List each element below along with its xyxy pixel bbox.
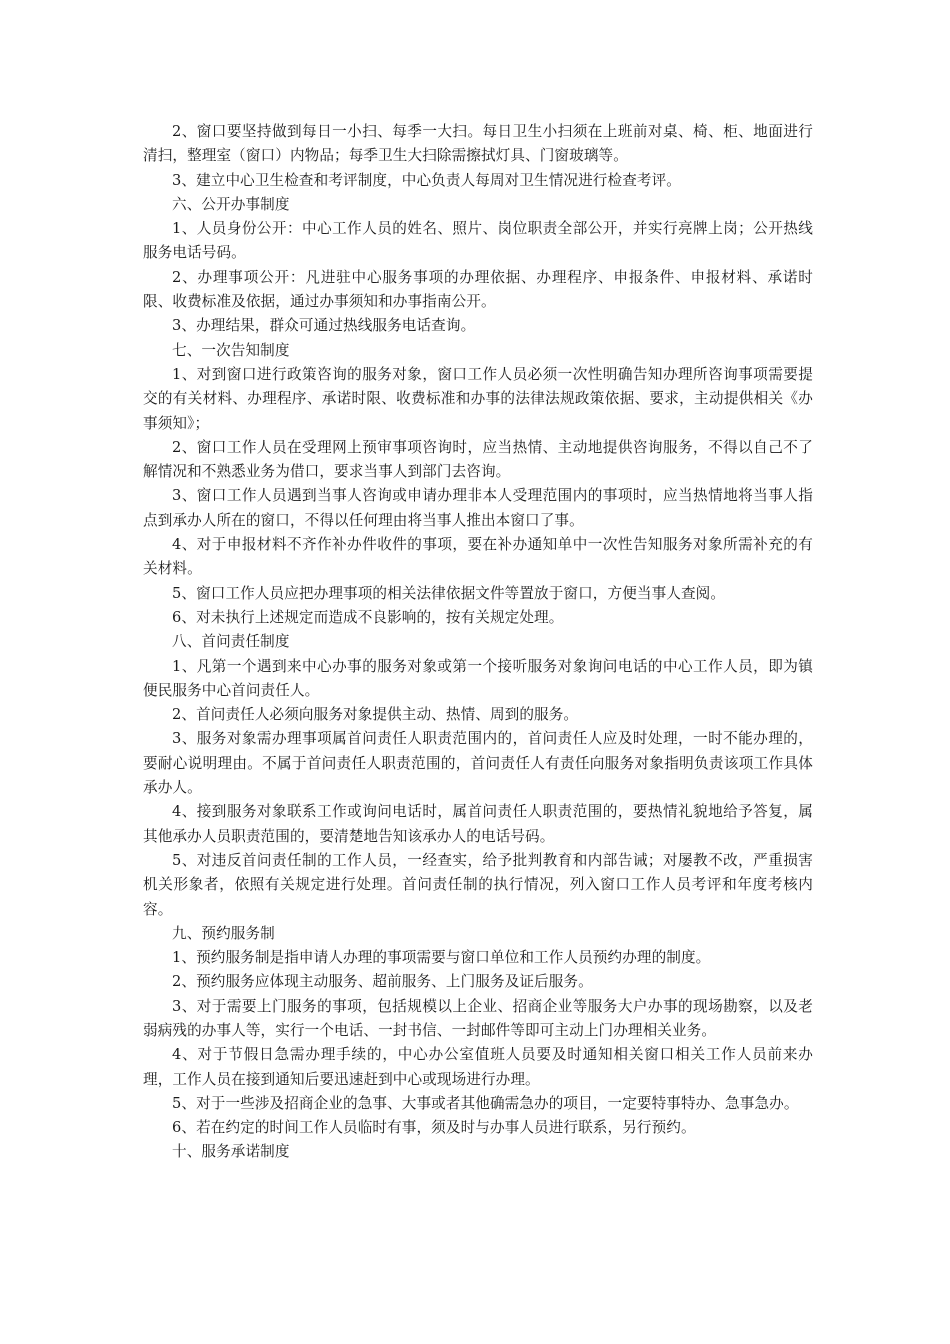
paragraph: 1、凡第一个遇到来中心办事的服务对象或第一个接听服务对象询问电话的中心工作人员，即为镇便民服务中心首问责任人。: [143, 657, 813, 699]
paragraph: 2、窗口要坚持做到每日一小扫、每季一大扫。每日卫生小扫须在上班前对桌、椅、柜、地面进行清扫，整理室（窗口）内物品；每季卫生大扫除需擦拭灯具、门窗玻璃等。: [143, 123, 813, 165]
paragraph: 1、人员身份公开：中心工作人员的姓名、照片、岗位职责全部公开，并实行亮牌上岗；公开热线服务电话号码。: [143, 220, 813, 262]
paragraph: 6、若在约定的时间工作人员临时有事，须及时与办事人员进行联系，另行预约。: [172, 1119, 696, 1137]
paragraph: 3、办理结果，群众可通过热线服务电话查询。: [172, 317, 476, 335]
paragraph: 4、对于节假日急需办理手续的，中心办公室值班人员要及时通知相关窗口相关工作人员前来办理，工作人员在接到通知后要迅速赶到中心或现场进行办理。: [143, 1046, 813, 1088]
paragraph: 3、服务对象需办理事项属首问责任人职责范围内的，首问责任人应及时处理，一时不能办理的，要耐心说明理由。不属于首问责任人职责范围的，首问责任人有责任向服务对象指明负责该项工作具体承办人。: [143, 730, 813, 797]
paragraph: 4、接到服务对象联系工作或询问电话时，属首问责任人职责范围的，要热情礼貌地给予答复，属其他承办人员职责范围的，要清楚地告知该承办人的电话号码。: [143, 803, 813, 845]
section-heading: 六、公开办事制度: [172, 195, 290, 213]
section-heading: 九、预约服务制: [172, 924, 275, 942]
paragraph: 5、对违反首问责任制的工作人员，一经查实，给予批判教育和内部告诫；对屡教不改，严重损害机关形象者，依照有关规定进行处理。首问责任制的执行情况，列入窗口工作人员考评和年度考核内容。: [143, 851, 813, 918]
paragraph: 3、窗口工作人员遇到当事人咨询或申请办理非本人受理范围内的事项时，应当热情地将当事人指点到承办人所在的窗口，不得以任何理由将当事人推出本窗口了事。: [143, 487, 813, 529]
paragraph: 2、办理事项公开：凡进驻中心服务事项的办理依据、办理程序、申报条件、申报材料、承诺时限、收费标准及依据，通过办事须知和办事指南公开。: [143, 268, 813, 311]
paragraph: 6、对未执行上述规定而造成不良影响的，按有关规定处理。: [172, 608, 564, 626]
paragraph: 3、对于需要上门服务的事项，包括规模以上企业、招商企业等服务大户办事的现场勘察，以及老弱病残的办事人等，实行一个电话、一封书信、一封邮件等即可主动上门办理相关业务。: [143, 997, 813, 1039]
paragraph: 4、对于申报材料不齐作补办件收件的事项，要在补办通知单中一次性告知服务对象所需补充的有关材料。: [143, 536, 813, 578]
paragraph: 5、窗口工作人员应把办理事项的相关法律依据文件等置放于窗口，方便当事人查阅。: [172, 584, 726, 602]
section-heading: 七、一次告知制度: [172, 341, 290, 359]
paragraph: 1、预约服务制是指申请人办理的事项需要与窗口单位和工作人员预约办理的制度。: [172, 949, 711, 967]
paragraph: 2、预约服务应体现主动服务、超前服务、上门服务及证后服务。: [172, 973, 593, 991]
document-body: [143, 120, 813, 1165]
paragraph: 2、首问责任人必须向服务对象提供主动、热情、周到的服务。: [172, 706, 579, 724]
paragraph: 2、窗口工作人员在受理网上预审事项咨询时，应当热情、主动地提供咨询服务，不得以自己不了解情况和不熟悉业务为借口，要求当事人到部门去咨询。: [143, 438, 813, 481]
paragraph: 1、对到窗口进行政策咨询的服务对象，窗口工作人员必须一次性明确告知办理所咨询事项需要提交的有关材料、办理程序、承诺时限、收费标准和办事的法律法规政策依据、要求，主动提供相关《办事须知》；: [143, 365, 813, 432]
section-heading: 十、服务承诺制度: [172, 1143, 290, 1161]
paragraph: 5、对于一些涉及招商企业的急事、大事或者其他确需急办的项目，一定要特事特办、急事急办。: [172, 1094, 799, 1112]
section-heading: 八、首问责任制度: [172, 633, 290, 651]
paragraph: 3、建立中心卫生检查和考评制度，中心负责人每周对卫生情况进行检查考评。: [172, 171, 681, 189]
